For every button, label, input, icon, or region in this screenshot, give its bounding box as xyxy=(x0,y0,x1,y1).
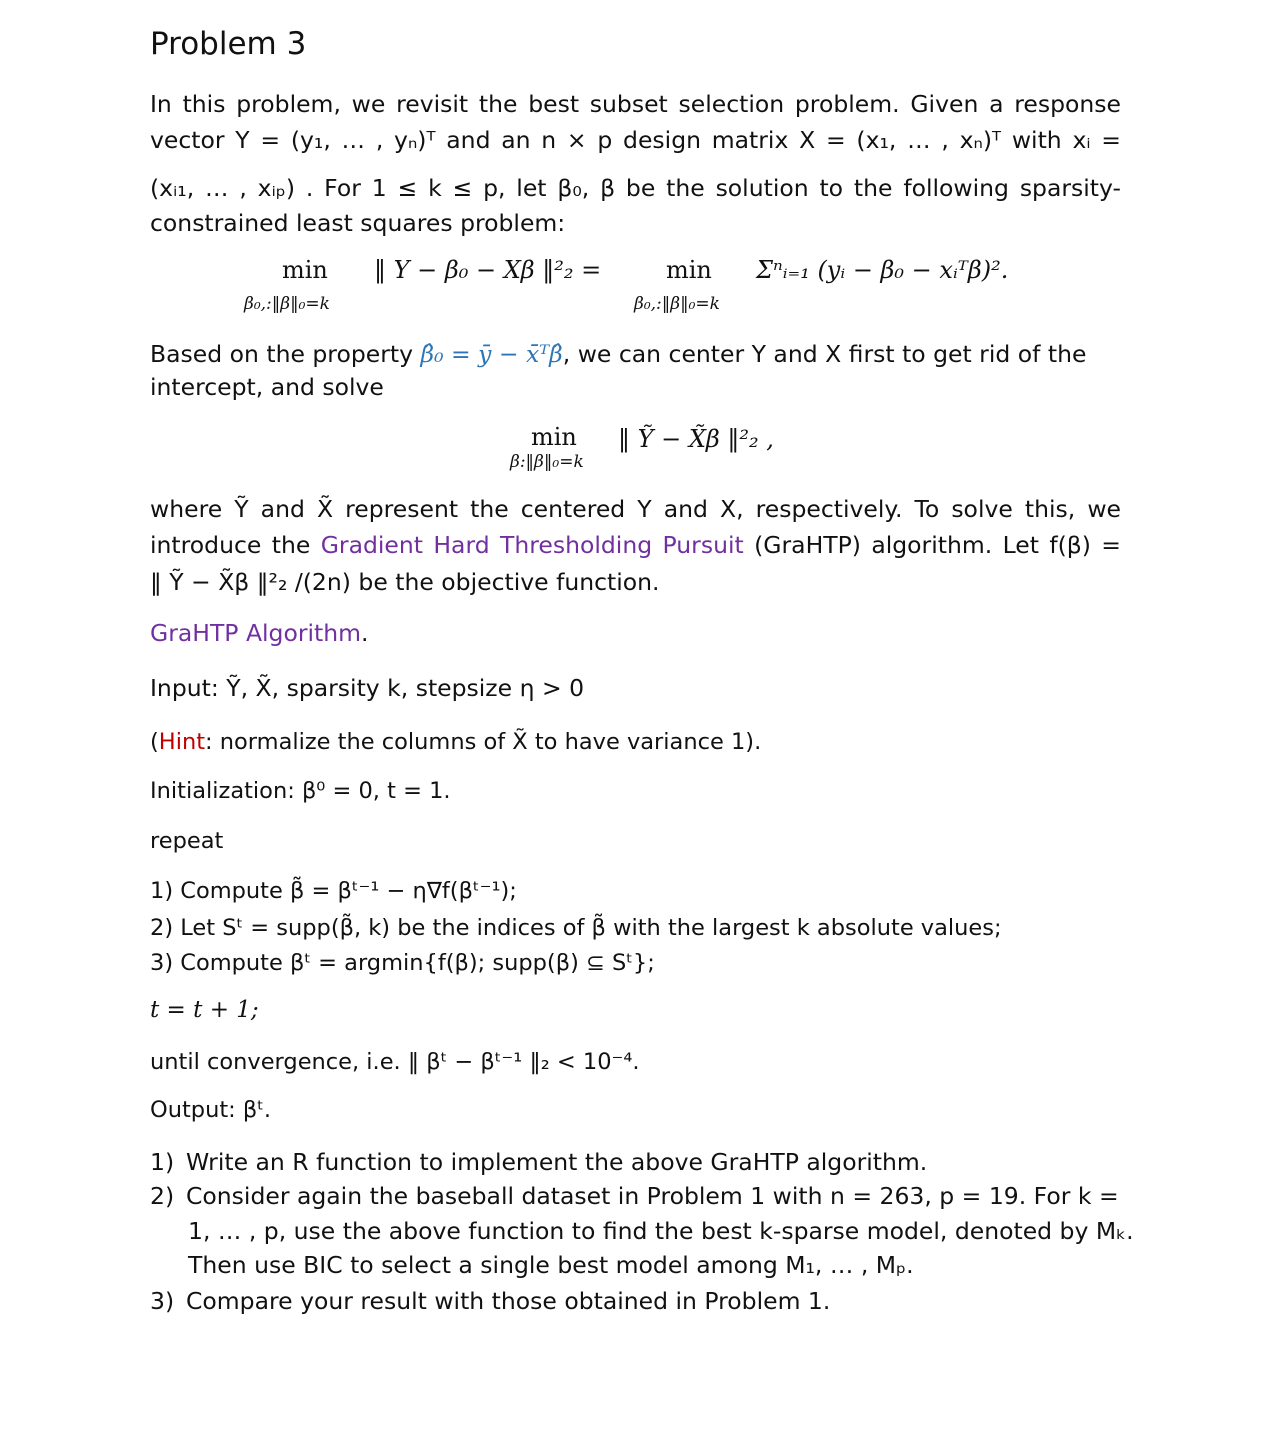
algorithm-until: until convergence, i.e. ‖ βᵗ − βᵗ⁻¹ ‖₂ < 10⁻⁴. xyxy=(150,1049,640,1075)
algorithm-input: Input: Ỹ, X̃, sparsity k, stepsize η > 0 xyxy=(150,674,585,702)
algorithm-output: Output: βᵗ. xyxy=(150,1097,272,1123)
list-continuation: Then use BIC to select a single best model among M₁, … , Mₚ. xyxy=(188,1251,914,1279)
algorithm-step: 1) Compute β̃ = βᵗ⁻¹ − η∇f(βᵗ⁻¹); xyxy=(150,878,517,904)
list-number: 3) xyxy=(150,1287,175,1315)
min-subscript: β₀,:‖β‖₀=k xyxy=(634,294,720,314)
text-line: (xᵢ₁, … , xᵢₚ) . For 1 ≤ k ≤ p, let β₀, β be the solution to the following sparsity- xyxy=(150,174,1121,202)
text-span: ( xyxy=(150,729,159,755)
text-span: , we can center Y and X first to get rid of the xyxy=(562,340,1087,368)
text-span: Based on the property xyxy=(150,340,413,368)
text-span: introduce the xyxy=(150,531,311,559)
algorithm-name-link: Gradient Hard Thresholding Pursuit xyxy=(320,531,744,559)
text-span: . xyxy=(361,619,369,647)
min-operator: min xyxy=(282,256,328,284)
list-number: 2) xyxy=(150,1182,175,1210)
objective-expression: ‖ Ỹ − X̃β ‖²₂ , xyxy=(618,425,774,453)
text-line: intercept, and solve xyxy=(150,373,384,401)
min-subscript: β₀,:‖β‖₀=k xyxy=(244,294,330,314)
text-span: : normalize the columns of X̃ to have variance 1). xyxy=(205,729,762,755)
list-text: Compare your result with those obtained in Problem 1. xyxy=(186,1287,831,1315)
list-number: 1) xyxy=(150,1148,175,1176)
intercept-formula: β̂₀ = ȳ − x̄ᵀβ̂ xyxy=(420,340,563,368)
algorithm-init: Initialization: β⁰ = 0, t = 1. xyxy=(150,778,451,804)
sum-expression: Σⁿᵢ₌₁ (yᵢ − β₀ − xᵢᵀβ)². xyxy=(756,256,1009,284)
algorithm-repeat: repeat xyxy=(150,828,224,854)
hint-label: Hint xyxy=(158,729,206,755)
list-text: Consider again the baseball dataset in Problem 1 with n = 263, p = 19. For k = xyxy=(186,1182,1119,1210)
min-operator: min xyxy=(531,423,577,451)
page-title: Problem 3 xyxy=(150,26,307,62)
text-line: where Ỹ and X̃ represent the centered Y and X, respectively. To solve this, we xyxy=(150,495,1121,523)
text-line: constrained least squares problem: xyxy=(150,209,566,237)
list-item xyxy=(150,1178,1125,1214)
text-span: (GraHTP) algorithm. Let f(β) = xyxy=(754,531,1121,559)
text-line: vector Y = (y₁, … , yₙ)ᵀ and an n × p design matrix X = (x₁, … , xₙ)ᵀ with xᵢ = xyxy=(150,126,1121,154)
text-line: In this problem, we revisit the best subset selection problem. Given a response xyxy=(150,90,1121,118)
text-line: ‖ Ỹ − X̃β ‖²₂ /(2n) be the objective function. xyxy=(150,568,660,596)
algorithm-step: 2) Let Sᵗ = supp(β̃, k) be the indices of β̃ with the largest k absolute values; xyxy=(150,915,1002,941)
algorithm-heading xyxy=(150,615,1121,651)
algorithm-heading-text: GraHTP Algorithm xyxy=(150,619,362,647)
objective-expression: ‖ Y − β₀ − Xβ ‖²₂ = xyxy=(374,256,602,284)
text-line xyxy=(150,527,1121,563)
list-continuation: 1, … , p, use the above function to find the best k-sparse model, denoted by Mₖ. xyxy=(188,1217,1134,1245)
list-text: Write an R function to implement the above GraHTP algorithm. xyxy=(186,1148,928,1176)
algorithm-step: 3) Compute βᵗ = argmin{f(β); supp(β) ⊆ Sᵗ}; xyxy=(150,950,655,976)
list-item xyxy=(150,1283,830,1319)
text-line xyxy=(150,336,1121,372)
min-operator: min xyxy=(666,256,712,284)
algorithm-increment: t = t + 1; xyxy=(150,997,259,1023)
min-subscript: β:‖β‖₀=k xyxy=(510,452,584,472)
list-item xyxy=(150,1144,927,1180)
algorithm-hint xyxy=(150,724,1121,760)
